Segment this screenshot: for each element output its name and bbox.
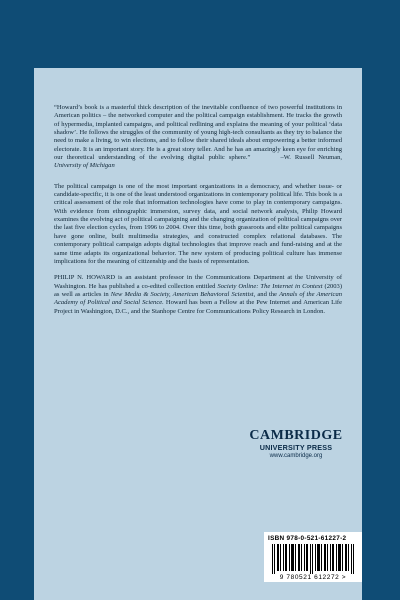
bio-text-2: (2003) as well as articles in	[54, 282, 342, 298]
quote-text: “Howard’s book is a masterful thick description of the inevitable confluence of two powerful institutions in American politics – the networked computer and the political campaign establishment. He tracks the growth of hypermedia, implanted campaigns, and political redlining and explains the meaning of your political ‘data shadow’. He follows the struggles of the community of young high-tech consultants as they try to balance the need to make a living, to win elections, and to follow their shared ideals about empowering a better informed electorate. It is an important story. He is a great story teller. And he has an amazingly keen eye for enriching our theoretical understanding of the evolving digital public sphere.”	[54, 104, 342, 162]
author-bio	[54, 274, 342, 316]
bio-text-3: and the	[255, 290, 280, 298]
quote-attribution: –W. Russell Neuman,	[280, 154, 343, 162]
isbn-barcode-box	[264, 532, 362, 582]
bio-text-1: is an assistant professor in the Communications Department at the University of Washington. He has published a co-edited collection entitled	[54, 274, 343, 290]
bio-text-4: Howard has been a Fellow at the Pew Internet and American Life Project in Washington, D.C., and the Stanhope Centre for Communications Policy Research in London.	[54, 299, 342, 315]
author-name: PHILIP N. HOWARD	[54, 274, 116, 282]
bio-journals-2: Annals of the American Academy of Political and Social Science.	[54, 290, 343, 307]
isbn-label: ISBN 978-0-521-61227-2	[268, 535, 347, 542]
bio-book-title: Society Online: The Internet in Context	[217, 282, 323, 290]
book-description: The political campaign is one of the most important organizations in a democracy, and whether issue- or candidate-specific, it is one of the least understood organizations in contemporary political life. This book is a critical assessment of the role that information technologies have come to play in contemporary campaigns. With evidence from ethnographic immersion, survey data, and social network analysis, Philip Howard examines the evolving act of political campaigning and the changing organization of political campaigns over the last five election cycles, from 1996 to 2004. Over this time, both grassroots and elite political campaigns have gone online, built multimedia strategies, and constructed complex relational databases. The contemporary political campaign adopts digital technologies that improve reach and fund-raising and at the same time adapts its organizational behavior. The new system of producing political culture has immense implications for the meaning of citizenship and the basis of representation.	[54, 182, 342, 265]
barcode-digits: 9 780521 612272 >	[279, 574, 347, 581]
publisher-subname: UNIVERSITY PRESS	[259, 443, 333, 452]
barcode-icon	[270, 544, 356, 574]
publisher-logo	[226, 429, 366, 460]
publisher-url: www.cambridge.org	[269, 453, 323, 459]
publisher-name: CAMBRIDGE	[249, 428, 343, 443]
bio-journals-1: New Media & Society, American Behavioral Scientist,	[110, 290, 256, 298]
endorsement-quote	[54, 104, 342, 171]
text-panel	[34, 68, 362, 600]
quote-affiliation: University of Michigan	[54, 162, 115, 170]
